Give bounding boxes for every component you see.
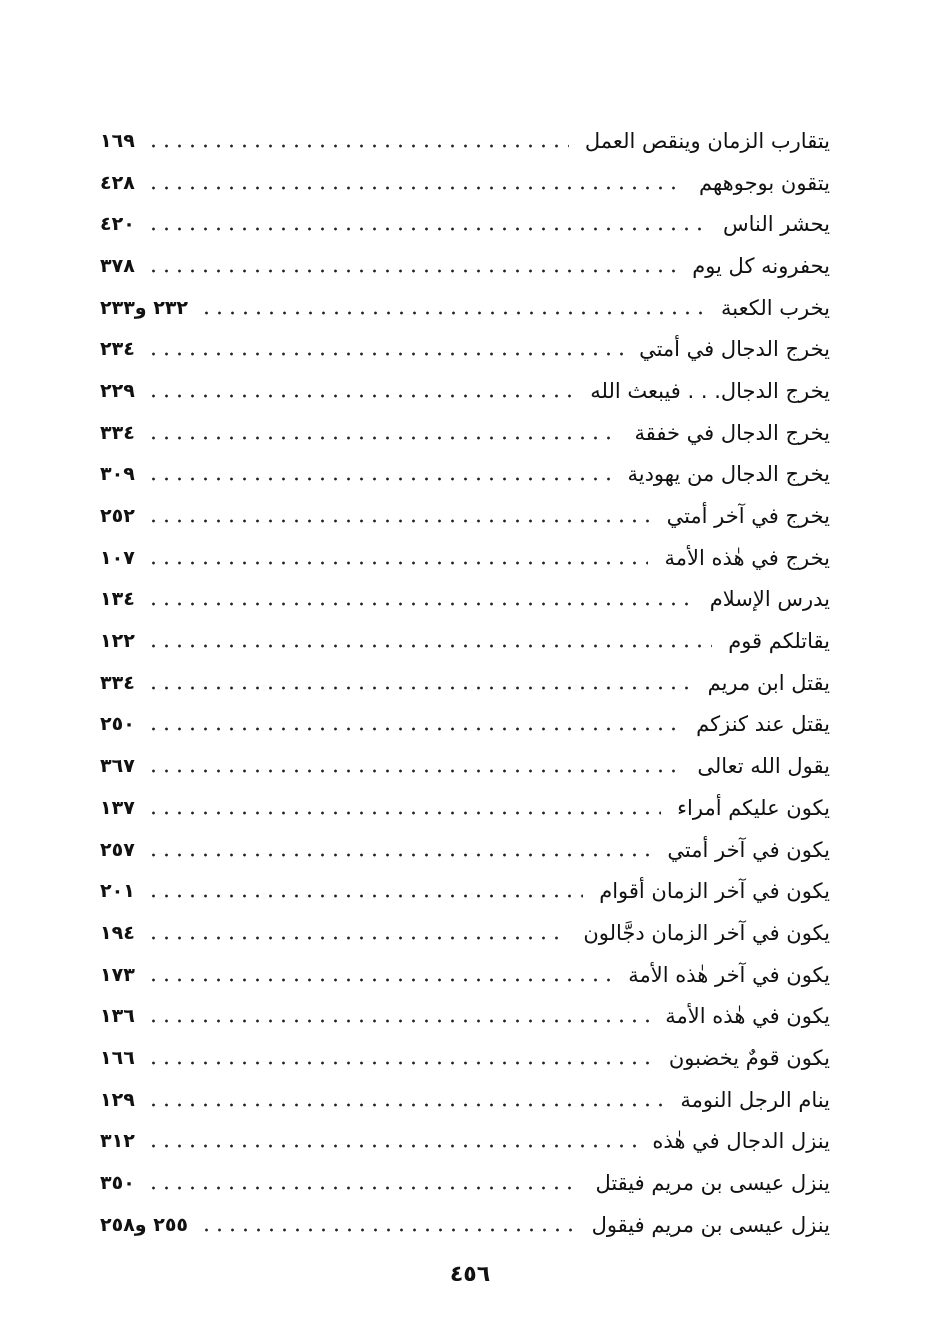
entry-page-ref: ٣٣٤ [100, 671, 135, 694]
entry-page-ref: ٢٥٠ [100, 713, 135, 736]
entry-page-ref: ١٦٦ [100, 1046, 135, 1069]
entry-page-ref: ٤٢٠ [100, 213, 135, 236]
entry-label: ينزل الدجال في هٰذه [652, 1129, 830, 1154]
index-entry [100, 1121, 830, 1163]
dot-leader [147, 934, 568, 942]
index-entry [100, 1162, 830, 1204]
entry-label: يدرس الإسلام [709, 587, 830, 612]
entry-label: يقتل عند كنزكم [696, 712, 830, 737]
index-entry [100, 495, 830, 537]
entry-label: يخرج الدجال. . . فيبعث الله [590, 378, 830, 403]
dot-leader [147, 225, 707, 233]
entry-page-ref: ١٣٤ [100, 588, 135, 611]
entry-page-ref: ٣١٢ [100, 1130, 135, 1153]
entry-page-ref: ١٣٧ [100, 796, 135, 819]
entry-label: يكون في آخر أمتي [667, 837, 830, 862]
entry-label: يقتل ابن مريم [707, 670, 830, 695]
dot-leader [147, 725, 680, 733]
page-number: ٤٥٦ [449, 1262, 491, 1287]
entry-page-ref: ٢٥٥ و٢٥٨ [100, 1213, 189, 1236]
index-entry [100, 579, 830, 621]
entry-page-ref: ١٠٧ [100, 546, 135, 569]
entry-label: ينزل عيسى بن مريم فيقول [591, 1212, 830, 1237]
entry-label: يتقارب الزمان وينقص العمل [584, 128, 830, 153]
index-entry [100, 1204, 830, 1246]
entry-label: يخرب الكعبة [721, 295, 830, 320]
dot-leader [147, 1059, 653, 1067]
entry-label: يكون في آخر الزمان دجَّالون [583, 920, 830, 945]
entry-label: يكون في آخر الزمان أقوام [599, 879, 830, 904]
entry-page-ref: ٢٥٢ [100, 505, 135, 528]
entry-label: يحفرونه كل يوم [692, 253, 830, 278]
entry-page-ref: ٢٢٩ [100, 379, 135, 402]
dot-leader [147, 184, 683, 192]
dot-leader [147, 684, 692, 692]
dot-leader [147, 434, 619, 442]
entry-page-ref: ٢٥٧ [100, 838, 135, 861]
dot-leader [147, 767, 682, 775]
dot-leader [147, 142, 569, 150]
entry-label: يكون في هٰذه الأمة [665, 1004, 830, 1029]
dot-leader [147, 475, 612, 483]
entry-label: ينام الرجل النومة [680, 1087, 830, 1112]
index-entry [100, 287, 830, 329]
index-entry [100, 704, 830, 746]
entry-label: يحشر الناس [723, 212, 830, 237]
index-entry [100, 370, 830, 412]
entry-page-ref: ٣٠٩ [100, 463, 135, 486]
entry-label: يكون قومٌ يخضبون [668, 1045, 830, 1070]
index-entry [100, 120, 830, 162]
entry-label: ينزل عيسى بن مريم فيقتل [595, 1171, 830, 1196]
dot-leader [147, 809, 661, 817]
dot-leader [147, 642, 712, 650]
dot-leader [147, 1017, 650, 1025]
index-entry [100, 870, 830, 912]
index-entry [100, 787, 830, 829]
index-entry [100, 203, 830, 245]
dot-leader [147, 267, 676, 275]
index-entry [100, 454, 830, 496]
entry-label: يكون عليكم أمراء [677, 795, 830, 820]
entry-page-ref: ٣٥٠ [100, 1172, 135, 1195]
entry-page-ref: ١٢٩ [100, 1088, 135, 1111]
index-entry [100, 412, 830, 454]
index-entry [100, 829, 830, 871]
entry-page-ref: ١٦٩ [100, 129, 135, 152]
index-entry [100, 995, 830, 1037]
dot-leader [147, 517, 651, 525]
entry-label: يخرج الدجال في خفقة [634, 420, 830, 445]
entry-label: يتقون بوجوههم [698, 170, 830, 195]
entry-label: يقاتلكم قوم [728, 629, 830, 654]
dot-leader [200, 309, 705, 317]
dot-leader [147, 976, 612, 984]
entry-page-ref: ٤٢٨ [100, 171, 135, 194]
dot-leader [147, 350, 623, 358]
dot-leader [147, 559, 649, 567]
dot-leader [147, 1101, 665, 1109]
entry-label: يقول الله تعالى [697, 754, 830, 779]
entry-label: يخرج في آخر أمتي [666, 504, 830, 529]
entry-label: يخرج الدجال من يهودية [627, 462, 830, 487]
index-entry [100, 745, 830, 787]
index-entry [100, 1079, 830, 1121]
entry-page-ref: ٣٦٧ [100, 755, 135, 778]
entry-page-ref: ٢٣٤ [100, 338, 135, 361]
entry-page-ref: ١٣٦ [100, 1005, 135, 1028]
index-entry [100, 662, 830, 704]
index-entry [100, 245, 830, 287]
entry-label: يخرج في هٰذه الأمة [664, 545, 830, 570]
dot-leader [147, 851, 652, 859]
dot-leader [147, 392, 574, 400]
dot-leader [147, 1184, 580, 1192]
index-entry [100, 328, 830, 370]
entry-label: يخرج الدجال في أمتي [639, 337, 830, 362]
dot-leader [147, 892, 583, 900]
entry-page-ref: ١٧٣ [100, 963, 135, 986]
dot-leader [147, 1142, 637, 1150]
entry-page-ref: ٣٧٨ [100, 254, 135, 277]
index-entry [100, 620, 830, 662]
entry-page-ref: ١٢٢ [100, 630, 135, 653]
index-entry [100, 912, 830, 954]
entry-label: يكون في آخر هٰذه الأمة [628, 962, 830, 987]
entry-page-ref: ٣٣٤ [100, 421, 135, 444]
entry-page-ref: ٢٠١ [100, 880, 135, 903]
index-entry [100, 537, 830, 579]
dot-leader [200, 1226, 576, 1234]
entry-page-ref: ٢٣٢ و٢٣٣ [100, 296, 189, 319]
hadith-index-list [100, 120, 830, 1246]
index-entry [100, 162, 830, 204]
entry-page-ref: ١٩٤ [100, 921, 135, 944]
dot-leader [147, 600, 694, 608]
index-entry [100, 954, 830, 996]
index-entry [100, 1037, 830, 1079]
